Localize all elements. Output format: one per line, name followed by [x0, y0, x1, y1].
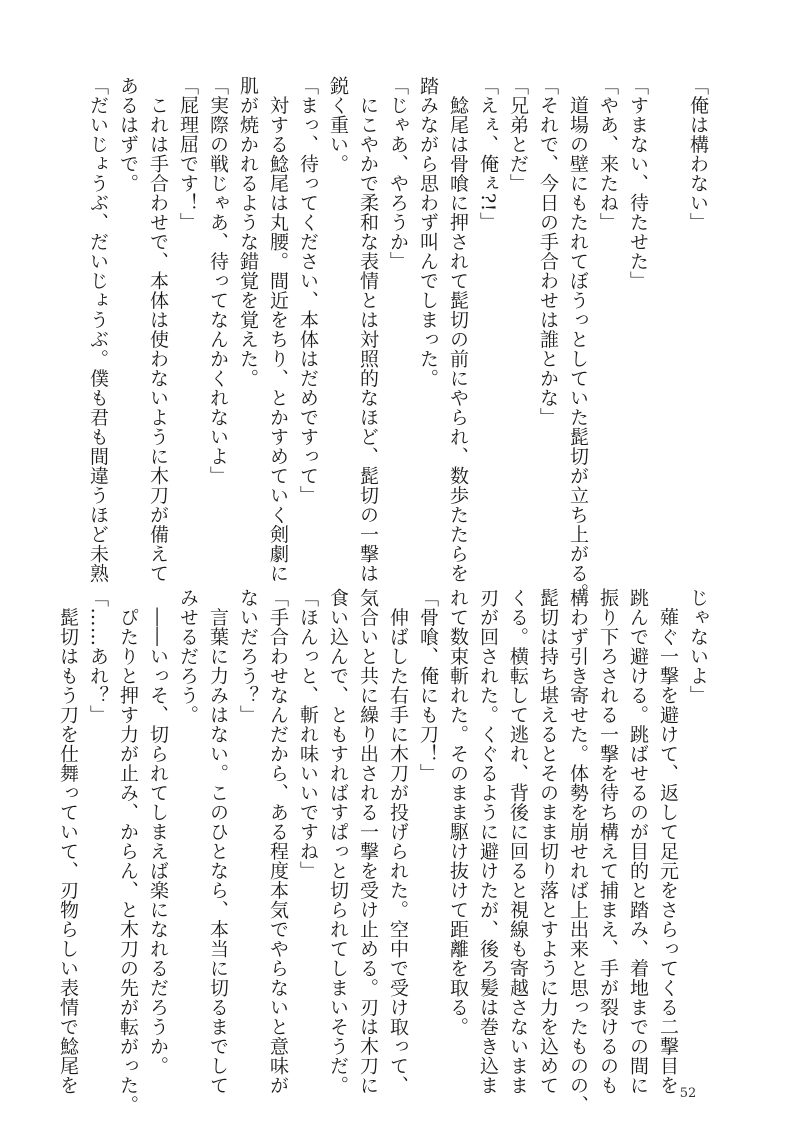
text-line: くる。横転して逃れ、背後に回ると視線も寄越さないまま — [507, 588, 529, 1095]
text-line: 刃が回された。くぐるように避けたが、後ろ髪は巻き込ま — [477, 588, 499, 1095]
text-line: 言葉に力みはない。このひとなら、本当に切るまでして — [207, 588, 229, 1095]
text-line: 食い込んで、ともすればすぱっと切られてしまいそうだ。 — [327, 588, 349, 1095]
text-line: 「すまない、待たせた」 — [627, 76, 649, 291]
text-line: 「屁理屈です！」 — [177, 76, 199, 232]
text-line: 「それで、今日の手合わせは誰とかな」 — [537, 76, 559, 427]
text-line: 「実際の戦じゃあ、待ってなんかくれないよ」 — [207, 76, 229, 486]
text-line: 髭切は持ち堪えるとそのまま切り落とすように力を込めて — [537, 588, 559, 1095]
text-line: 「まっ、待ってください、本体はだめですって」 — [297, 76, 319, 505]
text-line: 「手合わせなんだから、ある程度本気でやらないと意味が — [267, 588, 289, 1095]
text-line: 「……あれ？」 — [87, 588, 109, 725]
text-line: 「兄弟とだ」 — [507, 76, 529, 193]
text-line: 「じゃあ、やろうか」 — [387, 76, 409, 271]
text-line: ぴたりと押す力が止み、からん、と木刀の先が転がった。 — [117, 588, 139, 1115]
text-line: 道場の壁にもたれてぼうっとしていた髭切が立ち上がる。 — [567, 76, 589, 603]
text-line: 構わず引き寄せた。体勢を崩せれば上出来と思ったものの、 — [567, 588, 589, 1115]
text-line: 「だいじょうぶ、だいじょうぶ。僕も君も間違うほど未熟 — [87, 76, 109, 583]
text-line: 鯰尾は骨喰に押されて髭切の前にやられ、数歩たたらを — [447, 76, 469, 583]
text-line: 「骨喰、俺にも刀！」 — [417, 588, 439, 783]
text-line: 「ほんっと、斬れ味いいですね」 — [297, 588, 319, 881]
text-line: 薙ぐ一撃を避けて、返して足元をさらってくる二撃目を — [657, 588, 679, 1095]
text-block-top — [87, 76, 713, 603]
text-line: 「俺は構わない」 — [687, 76, 709, 232]
text-line: ないだろう？」 — [237, 588, 259, 725]
text-line: にこやかで柔和な表情とは対照的なほど、髭切の一撃は — [357, 76, 379, 583]
text-line: 対する鯰尾は丸腰。間近をちり、とかすめていく剣劇に — [267, 76, 289, 583]
text-line: れて数束斬れた。そのまま駆け抜けて距離を取る。 — [447, 588, 469, 1037]
text-line: 振り下ろされる一撃を待ち構えて捕まえ、手が裂けるのも — [597, 588, 619, 1095]
text-line: じゃないよ」 — [687, 588, 709, 705]
text-line: これは手合わせで、本体は使わないように木刀が備えて — [147, 76, 169, 583]
text-line: ――いっそ、切られてしまえば楽になれるだろうか。 — [147, 588, 169, 1076]
text-line: みせるだろう。 — [177, 588, 199, 725]
text-line: 「えぇ、俺ぇ?!」 — [477, 76, 499, 232]
text-line: 跳んで避ける。跳ばせるのが目的と踏み、着地までの間に — [627, 588, 649, 1095]
text-line: 踏みながら思わず叫んでしまった。 — [417, 76, 439, 388]
text-line: 伸ばした右手に木刀が投げられた。空中で受け取って、 — [387, 588, 409, 1095]
text-line: 髭切はもう刀を仕舞っていて、刃物らしい表情で鯰尾を — [57, 588, 79, 1095]
text-line: 気合いと共に繰り出される一撃を受け止める。刃は木刀に — [357, 588, 379, 1095]
text-line: 「やあ、来たね」 — [597, 76, 619, 232]
text-line: 鋭く重い。 — [327, 76, 349, 174]
text-line — [653, 76, 683, 551]
page-number: 52 — [679, 1086, 697, 1101]
text-line: あるはずで。 — [117, 76, 139, 193]
text-line: 肌が焼かれるような錯覚を覚えた。 — [237, 76, 259, 388]
